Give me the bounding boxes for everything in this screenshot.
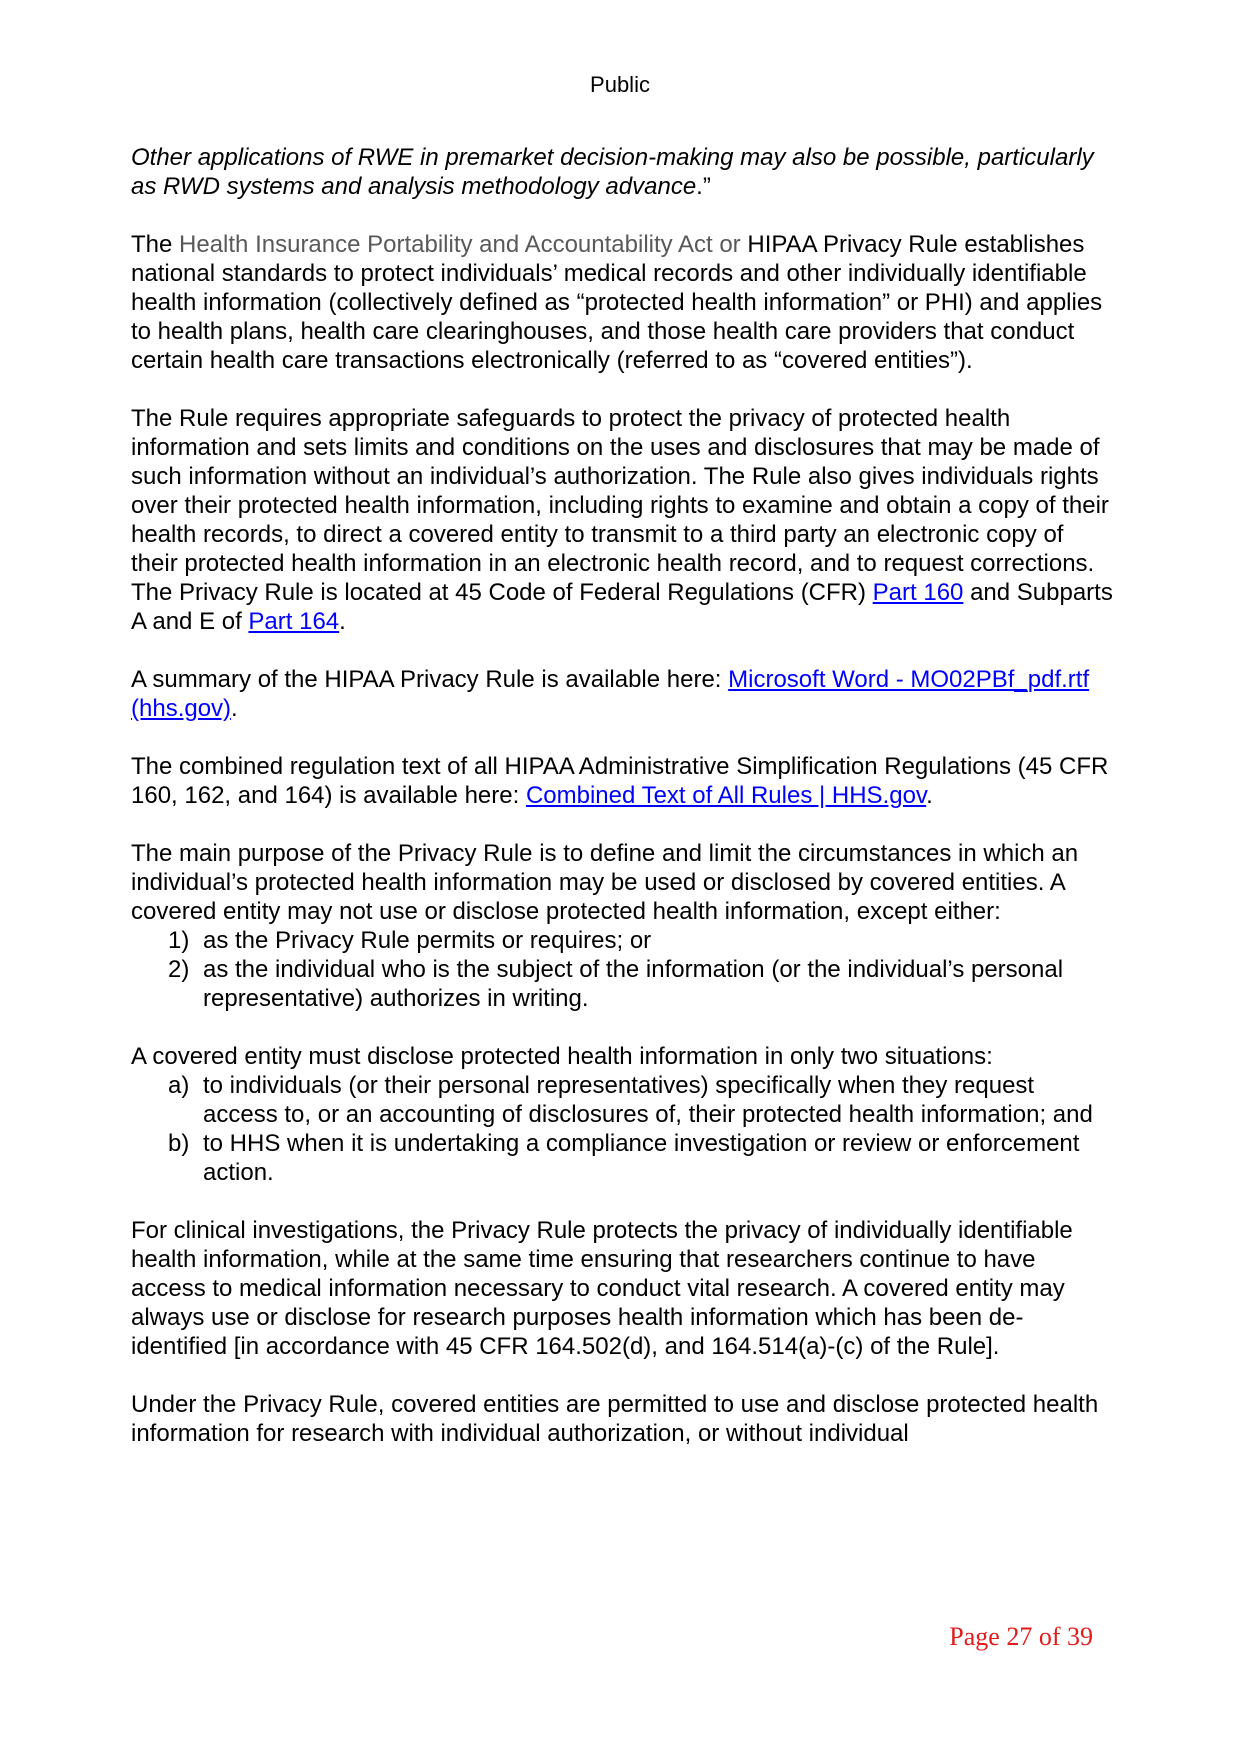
paragraph (131, 752, 1115, 810)
text-run: . (339, 608, 346, 635)
text-run: Other applications of RWE in premarket decision-making may also be possible, particularly as RWD systems and analysis methodology advance (131, 144, 1094, 200)
list-marker: a) (168, 1072, 190, 1099)
paragraph (131, 1216, 1115, 1361)
paragraph (131, 1042, 1115, 1071)
hyperlink[interactable]: Part 160 (872, 579, 964, 606)
list-item (131, 1071, 1115, 1129)
list-item (131, 1129, 1115, 1187)
text-run: The combined regulation text of all HIPAA Administrative Simplification Regulations (45 CFR 160, 162, and 164) is available here: (131, 753, 1109, 809)
paragraph (131, 143, 1115, 201)
hyperlink[interactable]: Microsoft Word - MO02PBf_pdf.rtf (hhs.gov) (131, 666, 1090, 722)
paragraph (131, 404, 1115, 578)
list-item (131, 926, 1115, 955)
list-marker: 2) (168, 956, 190, 983)
list-item (131, 955, 1115, 1013)
text-run: . (231, 695, 238, 722)
text-run: to HHS when it is undertaking a compliance investigation or review or enforcement action. (203, 1130, 1080, 1186)
paragraph (131, 839, 1115, 926)
hyperlink[interactable]: Combined Text of All Rules | HHS.gov (525, 782, 927, 809)
text-run: . (926, 782, 933, 809)
text-run: Health Insurance Portability and Accountability Act or (179, 231, 741, 258)
document-body (131, 143, 1115, 1448)
text-run: The Privacy Rule is located at 45 Code of Federal Regulations (CFR) (131, 579, 873, 606)
page-header: Public (590, 72, 650, 97)
text-run: The main purpose of the Privacy Rule is to define and limit the circumstances in which an individual’s protected health information may be used or disclosed by covered entities. A covered entity may not use or disclose protected health information, except either: (131, 840, 1079, 925)
paragraph (131, 665, 1115, 723)
text-run: The (131, 231, 180, 258)
page-number: Page 27 of 39 (949, 1622, 1093, 1651)
text-run: The Rule requires appropriate safeguards to protect the privacy of protected health information and sets limits and conditions on the uses and disclosures that may be made of such information without an individual’s authorization. The Rule also gives individuals rights over their protected health information, including rights to examine and obtain a copy of their health records, to direct a covered entity to transmit to a third party an electronic copy of their protected health information in an electronic health record, and to request corrections. (131, 405, 1109, 577)
list-marker: b) (168, 1130, 190, 1157)
hyperlink[interactable]: Part 164 (248, 608, 340, 635)
text-run: HIPAA Privacy Rule establishes national standards to protect individuals’ medical records and other individually identifiable health information (collectively defined as “protected health information” or PHI) and applies to health plans, health care clearinghouses, and those health care providers that conduct certain health care transactions electronically (referred to as “covered entities”). (131, 231, 1103, 374)
paragraph (131, 1390, 1115, 1448)
text-run: and Subparts A and E of (131, 579, 1113, 635)
text-run: A summary of the HIPAA Privacy Rule is available here: (131, 666, 729, 693)
text-run: For clinical investigations, the Privacy Rule protects the privacy of individually identifiable health information, while at the same time ensuring that researchers continue to have access to medical information necessary to conduct vital research. A covered entity may always use or disclose for research purposes health information which has been de-identified [in accordance with 45 CFR 164.502(d), and 164.514(a)-(c) of the Rule]. (131, 1217, 1073, 1360)
text-run: to individuals (or their personal representatives) specifically when they request access to, or an accounting of disclosures of, their protected health information; and (203, 1072, 1093, 1128)
text-run: as the Privacy Rule permits or requires; or (203, 927, 652, 954)
text-run: Under the Privacy Rule, covered entities are permitted to use and disclose protected health information for research with individual authorization, or without individual (131, 1391, 1099, 1447)
list-marker: 1) (168, 927, 190, 954)
text-run: as the individual who is the subject of the information (or the individual’s personal representative) authorizes in writing. (203, 956, 1064, 1012)
paragraph (131, 578, 1115, 636)
paragraph (131, 230, 1115, 375)
text-run: .” (696, 173, 711, 200)
text-run: A covered entity must disclose protected health information in only two situations: (131, 1043, 993, 1070)
